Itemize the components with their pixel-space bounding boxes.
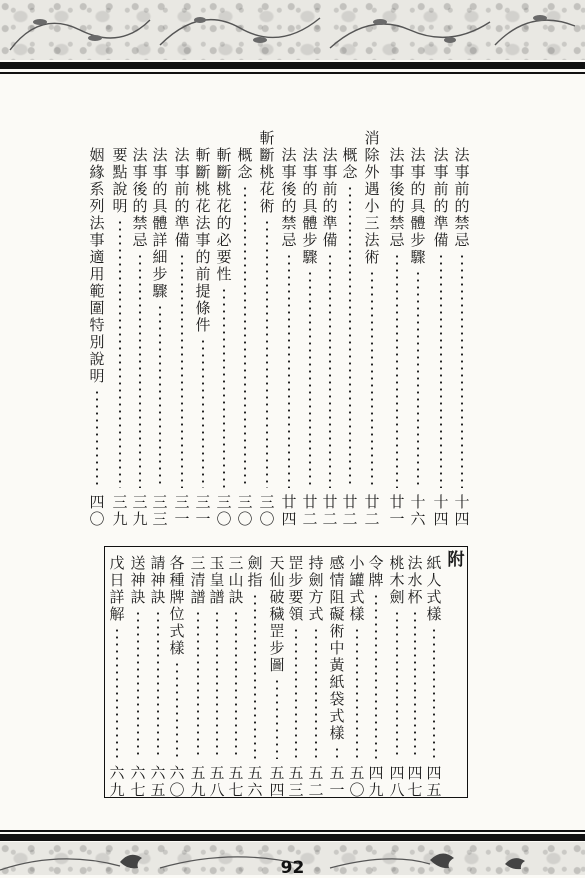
appendix-entry-page: 四五: [426, 764, 442, 799]
header-rule-thin: [0, 72, 585, 74]
appendix-entry-page: 五三: [288, 764, 304, 799]
appendix-entry-page: 四八: [389, 764, 405, 799]
toc-entry-title: 法事的具體詳細步驟: [152, 146, 168, 300]
dot-leader: [244, 185, 246, 488]
dot-leader: [356, 627, 358, 759]
appendix-entry-page: 五二: [308, 764, 324, 799]
toc-entry-title: 法事後的禁忌: [132, 146, 148, 249]
toc-entry-title: 斷桃花術: [259, 146, 275, 215]
appendix-entry-page: 五九: [190, 764, 206, 799]
appendix-entry-page: 四九: [368, 764, 384, 799]
toc-entry-page: 廿二: [322, 493, 338, 528]
dot-leader: [116, 627, 118, 759]
dot-leader: [309, 270, 311, 488]
dot-leader: [461, 253, 463, 488]
dot-leader: [266, 219, 268, 488]
toc-entry-page: 三一: [174, 493, 190, 528]
appendix-entry-page: 五四: [269, 764, 285, 799]
toc-entry-title: 姻緣系列法事適用範圍特別說明: [89, 146, 105, 385]
dot-leader: [375, 593, 377, 759]
appendix-entry-page: 五六: [247, 764, 263, 799]
dot-leader: [216, 610, 218, 759]
toc-entry-title: 法事前的準備: [174, 146, 190, 249]
dot-leader: [336, 746, 338, 759]
toc-entry-page: 三九: [132, 493, 148, 528]
dot-leader: [315, 627, 317, 759]
appendix-entry-page: 五八: [209, 764, 225, 799]
appendix-entry-title: 紙人式樣: [426, 554, 442, 623]
appendix-entry-title: 劍指: [247, 554, 263, 589]
toc-entry-page: 三〇: [259, 493, 275, 528]
appendix-entry-page: 六七: [130, 764, 146, 799]
dot-leader: [223, 287, 225, 488]
appendix-entry-title: 三清譜: [190, 554, 206, 606]
toc-entry-page: 三三: [152, 493, 168, 528]
appendix-entry-title: 送神訣: [130, 554, 146, 606]
toc-entry-page: 十四: [433, 493, 449, 528]
page-number: 92: [280, 858, 305, 878]
section-heading: 斬: [259, 129, 275, 147]
dot-leader: [396, 253, 398, 488]
appendix-entry-page: 五七: [228, 764, 244, 799]
dot-leader: [440, 253, 442, 488]
dot-leader: [137, 610, 139, 759]
dot-leader: [414, 610, 416, 759]
toc-entry-page: 廿四: [281, 493, 297, 528]
toc-entry-page: 廿二: [364, 493, 380, 528]
toc-entry-title: 法事的具體步驟: [410, 146, 426, 266]
toc-entry-title: 要點說明: [112, 146, 128, 215]
appendix-entry-page: 六〇: [169, 764, 185, 799]
appendix-entry-title: 感情阻礙術中黃紙袋式樣: [329, 554, 345, 742]
appendix-entry-title: 桃木劍: [389, 554, 405, 606]
toc-entry-page: 十六: [410, 493, 426, 528]
dot-leader: [157, 610, 159, 759]
toc-entry-title: 概念: [342, 146, 358, 181]
dot-leader: [139, 253, 141, 488]
dot-leader: [276, 678, 278, 759]
footer-rule-thin: [0, 830, 585, 832]
toc-entry-title: 斬斷桃花的必要性: [216, 146, 232, 283]
dot-leader: [181, 253, 183, 488]
decorative-floral-header: [0, 0, 585, 60]
dot-leader: [371, 270, 373, 488]
dot-leader: [119, 219, 121, 488]
toc-entry-title: 法事後的禁忌: [281, 146, 297, 249]
dot-leader: [396, 610, 398, 759]
appendix-entry-title: 天仙破穢罡步圖: [269, 554, 285, 674]
appendix-entry-title: 令牌: [368, 554, 384, 589]
appendix-label: 附: [447, 550, 465, 570]
dot-leader: [235, 610, 237, 759]
toc-entry-title: 法事後的禁忌: [389, 146, 405, 249]
header-rule-thick: [0, 62, 585, 69]
dot-leader: [295, 627, 297, 759]
appendix-entry-page: 五〇: [349, 764, 365, 799]
appendix-entry-title: 三山訣: [228, 554, 244, 606]
toc-entry-page: 四〇: [89, 493, 105, 528]
dot-leader: [176, 661, 178, 759]
dot-leader: [329, 253, 331, 488]
toc-entry-title: 法事前的準備: [433, 146, 449, 249]
appendix-entry-title: 持劍方式: [308, 554, 324, 623]
toc-entry-page: 三九: [112, 493, 128, 528]
toc-entry-page: 十四: [454, 493, 470, 528]
appendix-entry-page: 六九: [109, 764, 125, 799]
appendix-entry-title: 戊日詳解: [109, 554, 125, 623]
toc-entry-page: 廿二: [342, 493, 358, 528]
toc-entry-title: 斬斷桃花法事的前提條件: [195, 146, 211, 334]
appendix-entry-title: 罡步要領: [288, 554, 304, 623]
appendix-entry-title: 法水杯: [407, 554, 423, 606]
toc-entry-title: 法事前的準備: [322, 146, 338, 249]
appendix-entry-title: 玉皇譜: [209, 554, 225, 606]
dot-leader: [159, 304, 161, 488]
toc-entry-title: 法事前的禁忌: [454, 146, 470, 249]
appendix-entry-title: 請神訣: [150, 554, 166, 606]
appendix-entry-page: 四七: [407, 764, 423, 799]
dot-leader: [433, 627, 435, 759]
appendix-entry-page: 五一: [329, 764, 345, 799]
dot-leader: [349, 185, 351, 488]
dot-leader: [417, 270, 419, 488]
toc-entry-page: 三〇: [237, 493, 253, 528]
toc-entry-page: 三〇: [216, 493, 232, 528]
dot-leader: [288, 253, 290, 488]
toc-entry-title: 法事的具體步驟: [302, 146, 318, 266]
dot-leader: [254, 593, 256, 759]
toc-entry-page: 三一: [195, 493, 211, 528]
footer-rule-thick: [0, 834, 585, 841]
toc-entry-title: 除外遇小三法術: [364, 146, 380, 266]
toc-entry-page: 廿一: [389, 493, 405, 528]
appendix-entry-title: 各種牌位式樣: [169, 554, 185, 657]
dot-leader: [96, 389, 98, 488]
toc-entry-title: 概念: [237, 146, 253, 181]
toc-entry-page: 廿二: [302, 493, 318, 528]
appendix-entry-title: 小罐式樣: [349, 554, 365, 623]
dot-leader: [197, 610, 199, 759]
section-heading: 消: [364, 129, 380, 147]
appendix-entry-page: 六五: [150, 764, 166, 799]
dot-leader: [202, 338, 204, 488]
